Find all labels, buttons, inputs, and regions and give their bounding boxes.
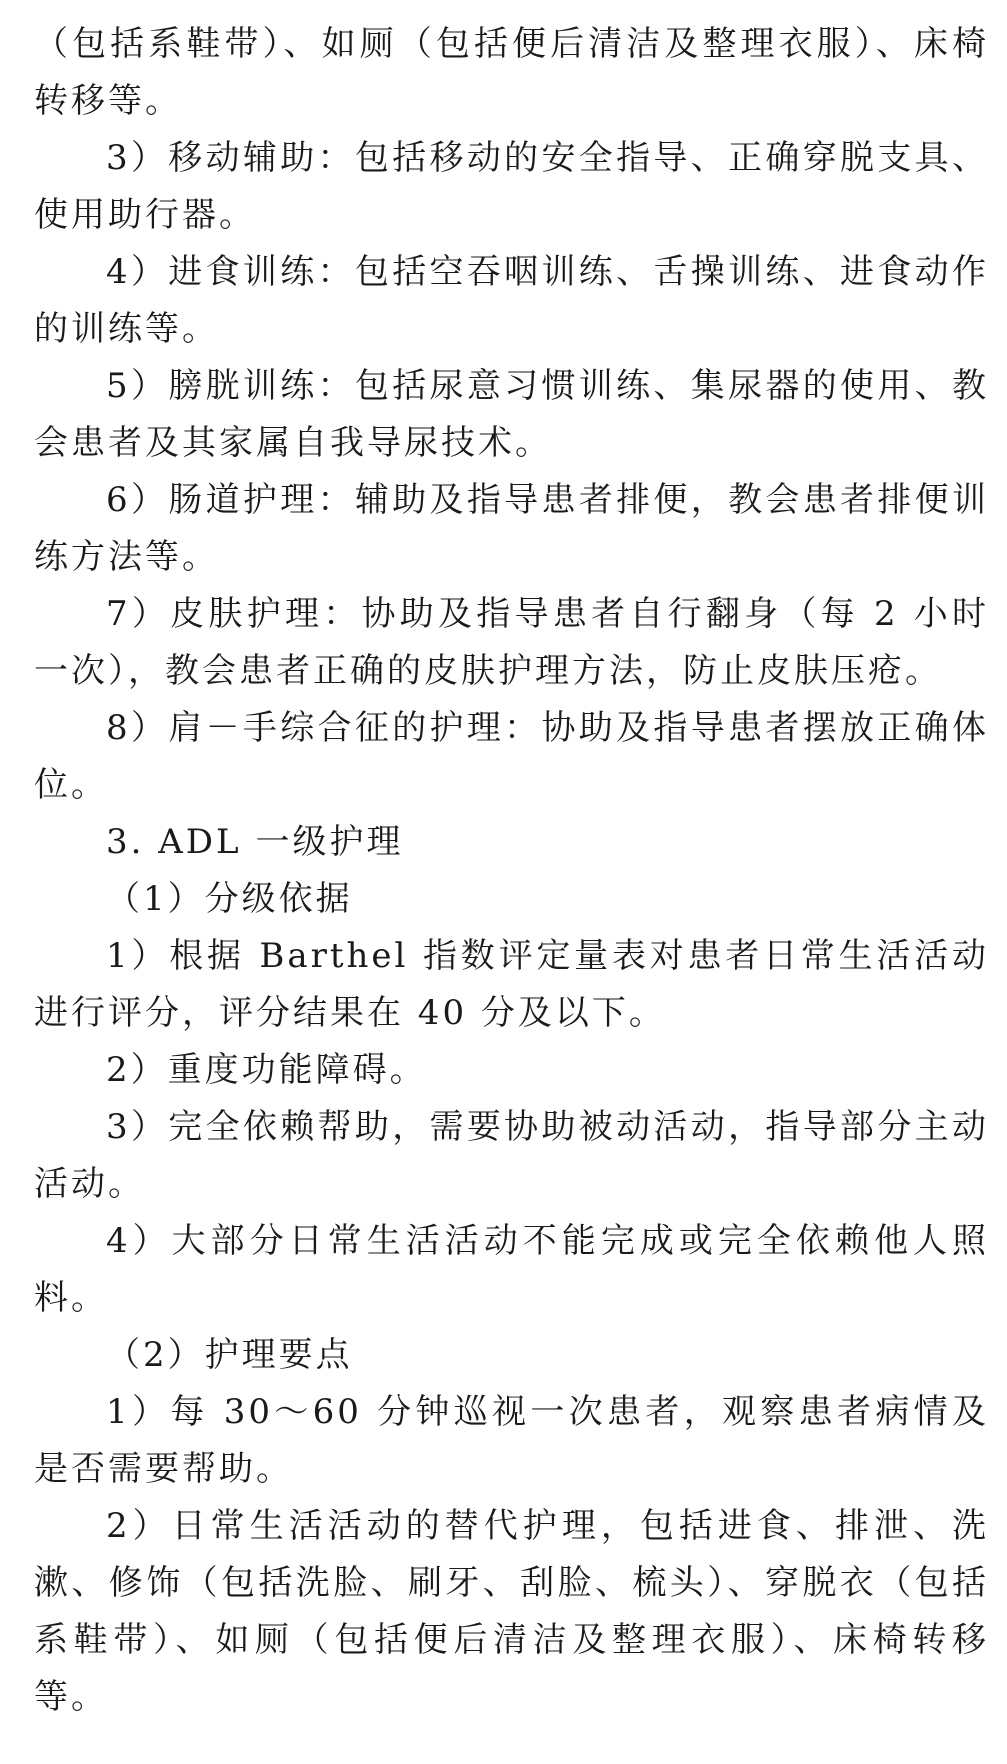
paragraph-mobility-assist: 3）移动辅助：包括移动的安全指导、正确穿脱支具、使用助行器。 bbox=[34, 138, 989, 235]
paragraph-shoulder-hand-care: 8）肩－手综合征的护理：协助及指导患者摆放正确体位。 bbox=[34, 708, 989, 805]
paragraph-skin-care: 7）皮肤护理：协助及指导患者自行翻身（每 2 小时一次），教会患者正确的皮肤护理方法，防止皮肤压疮。 bbox=[34, 594, 989, 691]
subheading-care-points: （2）护理要点 bbox=[106, 1335, 353, 1375]
paragraph-substitute-care: 2）日常生活活动的替代护理，包括进食、排泄、洗漱、修饰（包括洗脸、刷牙、刮脸、梳头）、穿脱衣（包括系鞋带）、如厕（包括便后清洁及整理衣服）、床椅转移等。 bbox=[34, 1506, 989, 1717]
paragraph-bladder-training: 5）膀胱训练：包括尿意习惯训练、集尿器的使用、教会患者及其家属自我导尿技术。 bbox=[34, 366, 989, 463]
paragraph-continuation: （包括系鞋带）、如厕（包括便后清洁及整理衣服）、床椅转移等。 bbox=[34, 24, 989, 121]
section-heading-adl-level-1: 3. ADL 一级护理 bbox=[106, 822, 404, 862]
subheading-grading-basis: （1）分级依据 bbox=[106, 879, 353, 919]
paragraph-barthel-score: 1）根据 Barthel 指数评定量表对患者日常生活活动进行评分，评分结果在 40 分及以下。 bbox=[34, 936, 989, 1033]
paragraph-patrol-interval: 1）每 30～60 分钟巡视一次患者，观察患者病情及是否需要帮助。 bbox=[34, 1392, 989, 1489]
paragraph-severe-impairment: 2）重度功能障碍。 bbox=[106, 1050, 427, 1090]
paragraph-full-dependence: 3）完全依赖帮助，需要协助被动活动，指导部分主动活动。 bbox=[34, 1107, 989, 1204]
paragraph-daily-activities: 4）大部分日常生活活动不能完成或完全依赖他人照料。 bbox=[34, 1221, 989, 1318]
paragraph-bowel-care: 6）肠道护理：辅助及指导患者排便，教会患者排便训练方法等。 bbox=[34, 480, 989, 577]
paragraph-eating-training: 4）进食训练：包括空吞咽训练、舌操训练、进食动作的训练等。 bbox=[34, 252, 989, 349]
